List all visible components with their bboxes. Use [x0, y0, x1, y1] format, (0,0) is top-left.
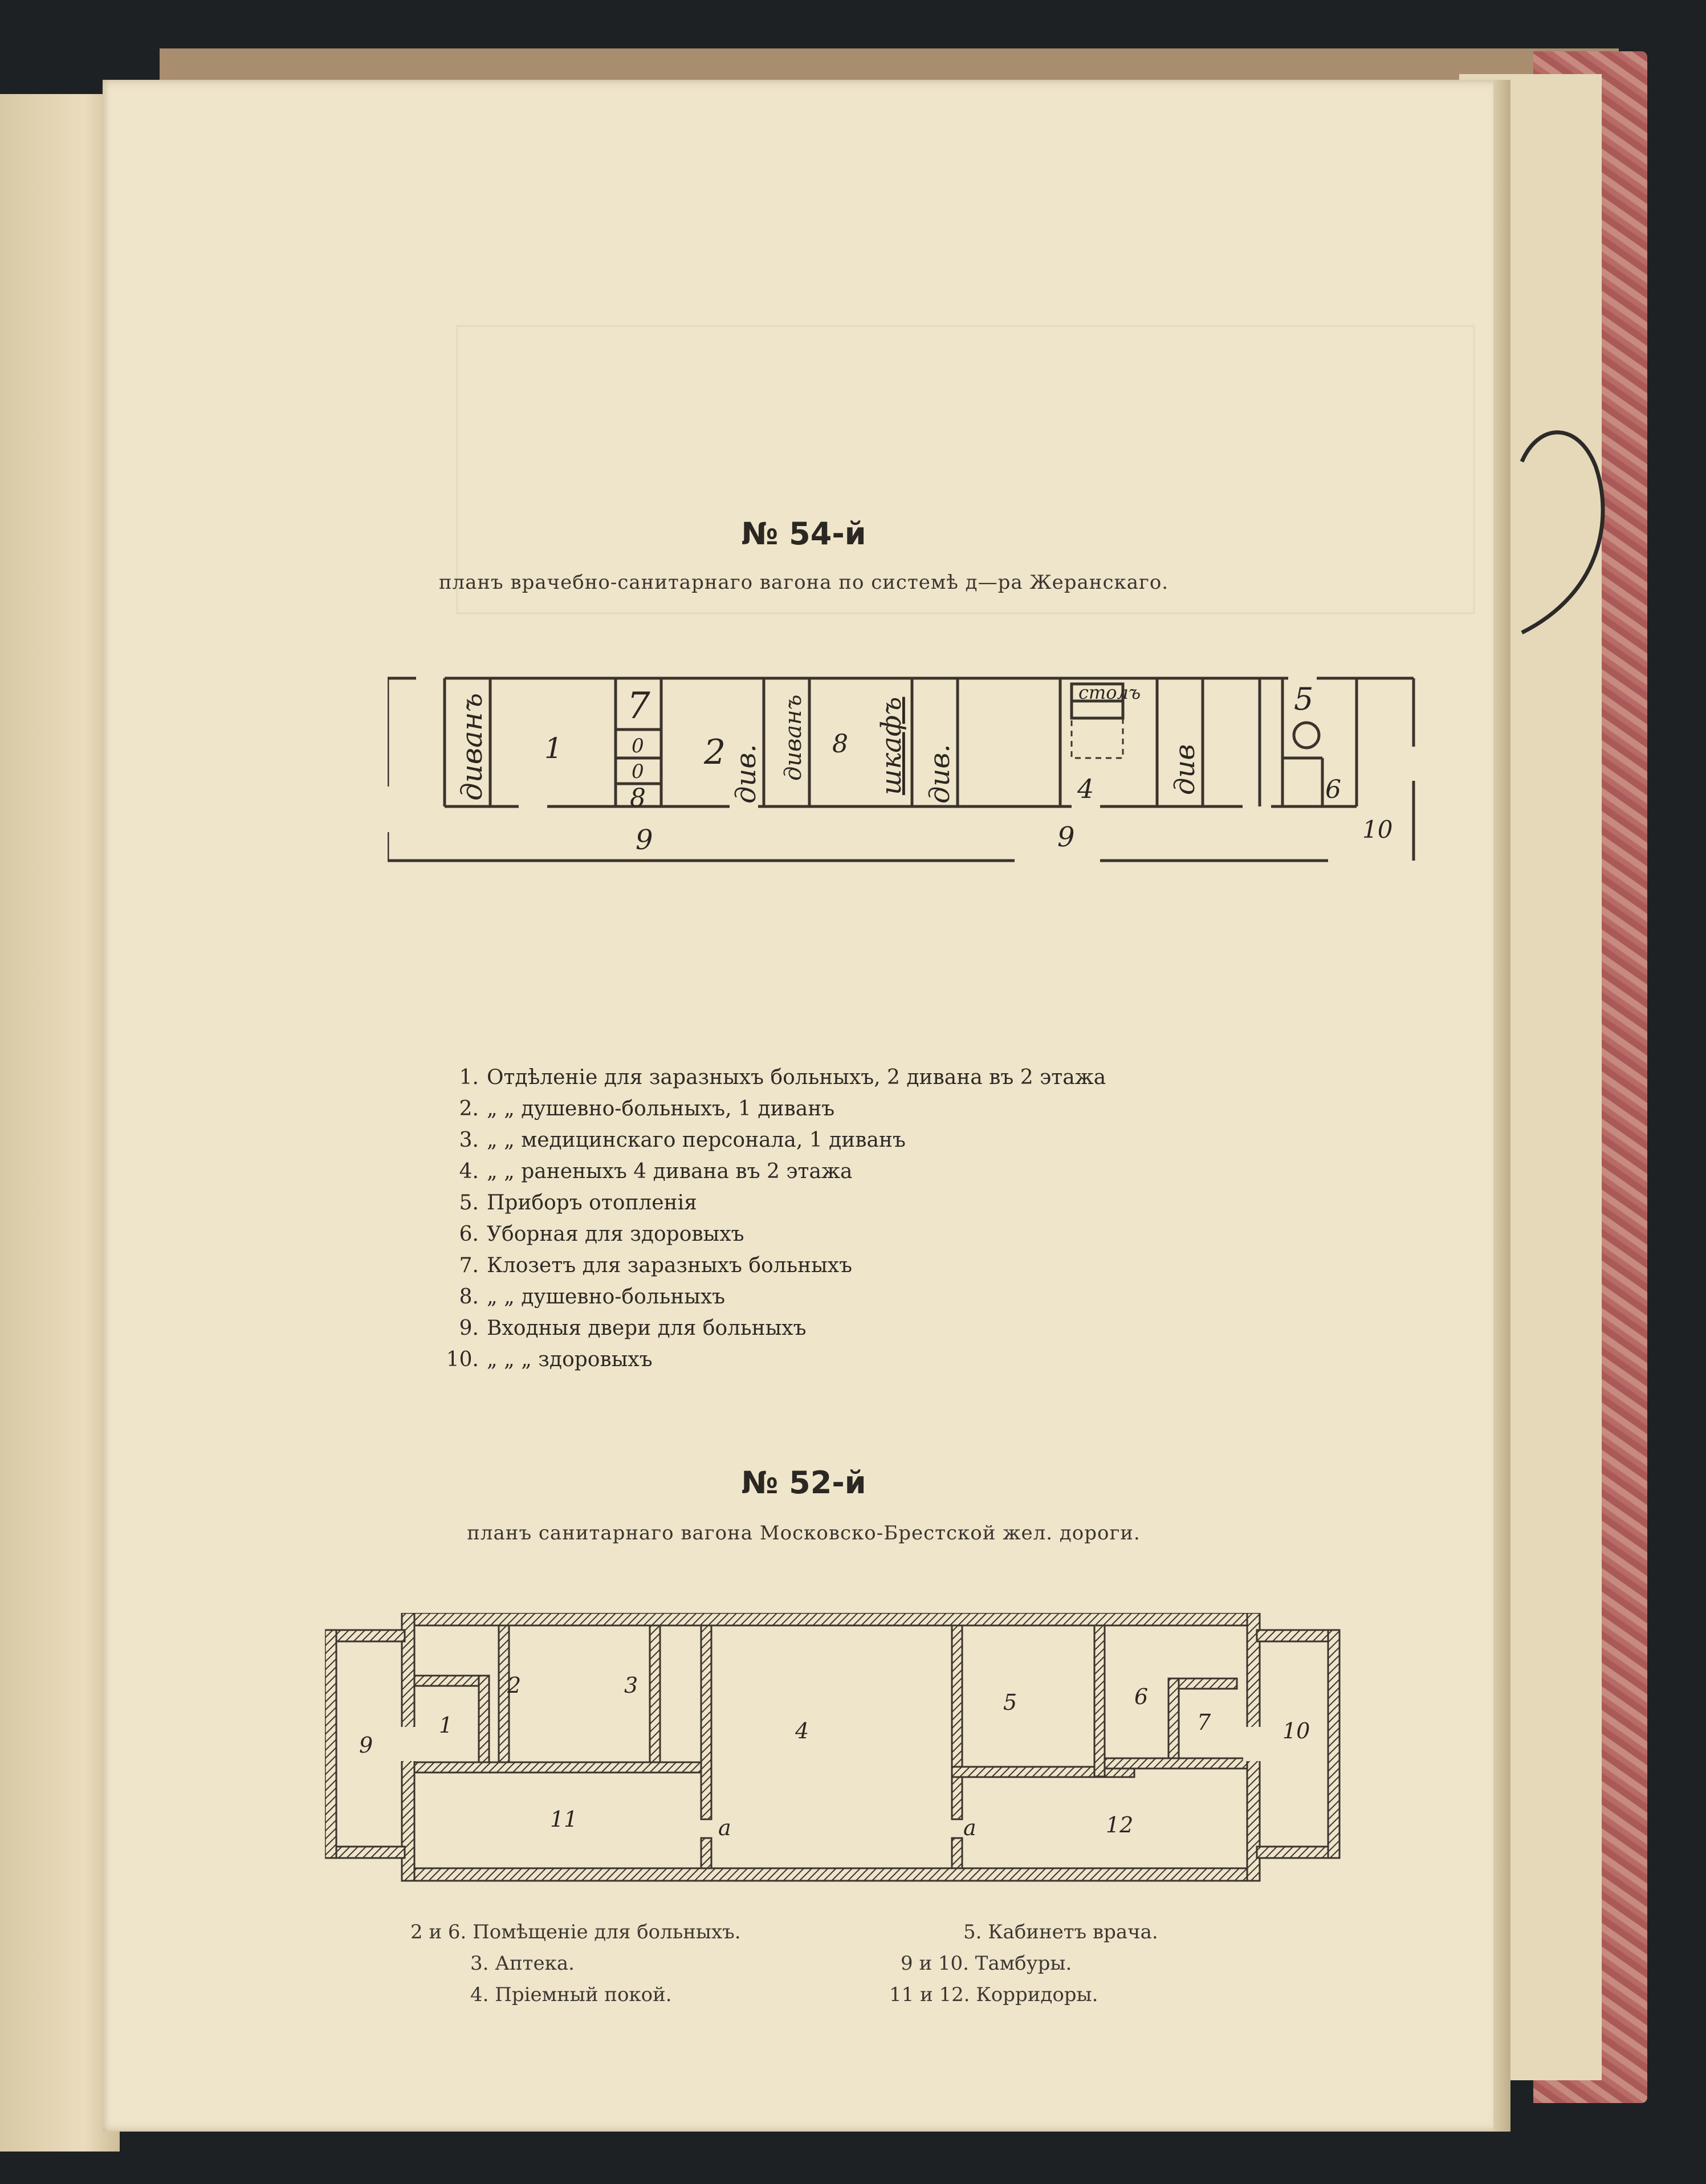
plan52-diagram: [325, 1613, 1345, 1892]
plan52-door-a-right: a: [963, 1815, 976, 1840]
plan54-div-c: див: [1169, 744, 1201, 795]
plan52-title: № 52-й: [741, 1465, 866, 1501]
plan52-room6: 6: [1134, 1684, 1149, 1709]
plan54-door9-left: 9: [636, 824, 653, 856]
plan54-div-a: див.: [730, 744, 762, 804]
plan54-room8-label: 8: [832, 730, 848, 759]
plan54-room2-label: 2: [704, 732, 726, 772]
plan54-shkaf-label: шкафъ: [876, 696, 907, 795]
page-edge: [1493, 80, 1510, 2132]
plan54-o-bottom: 0: [632, 760, 644, 783]
plan52-room5: 5: [1003, 1690, 1017, 1715]
plan52-legend-right-3: 11 и 12. Корридоры.: [889, 1983, 1098, 2006]
plan52-caption: планъ санитарнаго вагона Московско-Брестской жел. дороги.: [467, 1522, 1141, 1545]
legend-item: 10. „ „ „ здоровыхъ: [446, 1348, 653, 1371]
legend-item: 4. „ „ раненыхъ 4 дивана въ 2 этажа: [459, 1160, 853, 1183]
plan54-toilet7-label: 7: [627, 685, 650, 727]
plan52-room4: 4: [795, 1718, 809, 1743]
plan54-toilet8-label: 8: [630, 784, 646, 813]
bookmark-ribbon: [1516, 422, 1619, 638]
legend-item: 3. „ „ медицинскаго персонала, 1 диванъ: [459, 1128, 906, 1152]
plan52-legend-left-3: 4. Пріемный покой.: [470, 1983, 672, 2006]
plan54-room5-label: 5: [1294, 681, 1314, 717]
plan52-room2: 2: [507, 1673, 522, 1698]
plan52-legend-right-1: 5. Кабинетъ врача.: [963, 1921, 1158, 1943]
plan54-room6-label: 6: [1325, 775, 1341, 804]
legend-item: 8. „ „ душевно-больныхъ: [459, 1285, 726, 1309]
plan54-div-b: див.: [924, 744, 956, 804]
plan52-room12: 12: [1106, 1812, 1134, 1837]
plan54-o-top: 0: [632, 735, 644, 757]
plan52-legend-left-2: 3. Аптека.: [470, 1952, 575, 1975]
legend-item: 7. Клозетъ для заразныхъ больныхъ: [459, 1254, 853, 1277]
plan54-divan2: диванъ: [780, 694, 807, 781]
plan52-legend-left-1: 2 и 6. Помѣщеніе для больныхъ.: [410, 1921, 741, 1943]
legend-item: 9. Входныя двери для больныхъ: [459, 1317, 807, 1340]
plan52-room10: 10: [1282, 1718, 1310, 1743]
legend-item: 1. Отдѣленіе для заразныхъ больныхъ, 2 дивана въ 2 этажа: [459, 1066, 1106, 1089]
plan54-stol-label: столъ: [1078, 682, 1141, 703]
plan52-door-a-left: a: [718, 1815, 731, 1840]
legend-item: 5. Приборъ отопленія: [459, 1191, 697, 1215]
plan52-room3: 3: [624, 1673, 638, 1698]
left-page-edge: [0, 94, 120, 2152]
plan52-legend-right-2: 9 и 10. Тамбуры.: [901, 1952, 1072, 1975]
plan52-room11: 11: [550, 1807, 578, 1832]
legend-item: 6. Уборная для здоровыхъ: [459, 1223, 744, 1246]
plan54-room4-label: 4: [1077, 773, 1094, 804]
plan52-room9: 9: [359, 1733, 373, 1758]
plan54-title: № 54-й: [741, 516, 866, 552]
plan52-room1: 1: [439, 1713, 453, 1738]
legend-item: 2. „ „ душевно-больныхъ, 1 диванъ: [459, 1097, 835, 1120]
plan54-divan-label: диванъ: [455, 692, 488, 801]
plan54-door10-label: 10: [1362, 816, 1393, 844]
plan52-room7: 7: [1197, 1710, 1211, 1735]
plan54-room1-label: 1: [544, 732, 563, 765]
plan54-door9-right: 9: [1057, 821, 1075, 853]
plan54-diagram: [388, 673, 1436, 878]
book-page: [103, 80, 1505, 2132]
plan54-caption: планъ врачебно-санитарнаго вагона по системѣ д—ра Жеранскаго.: [438, 571, 1169, 594]
